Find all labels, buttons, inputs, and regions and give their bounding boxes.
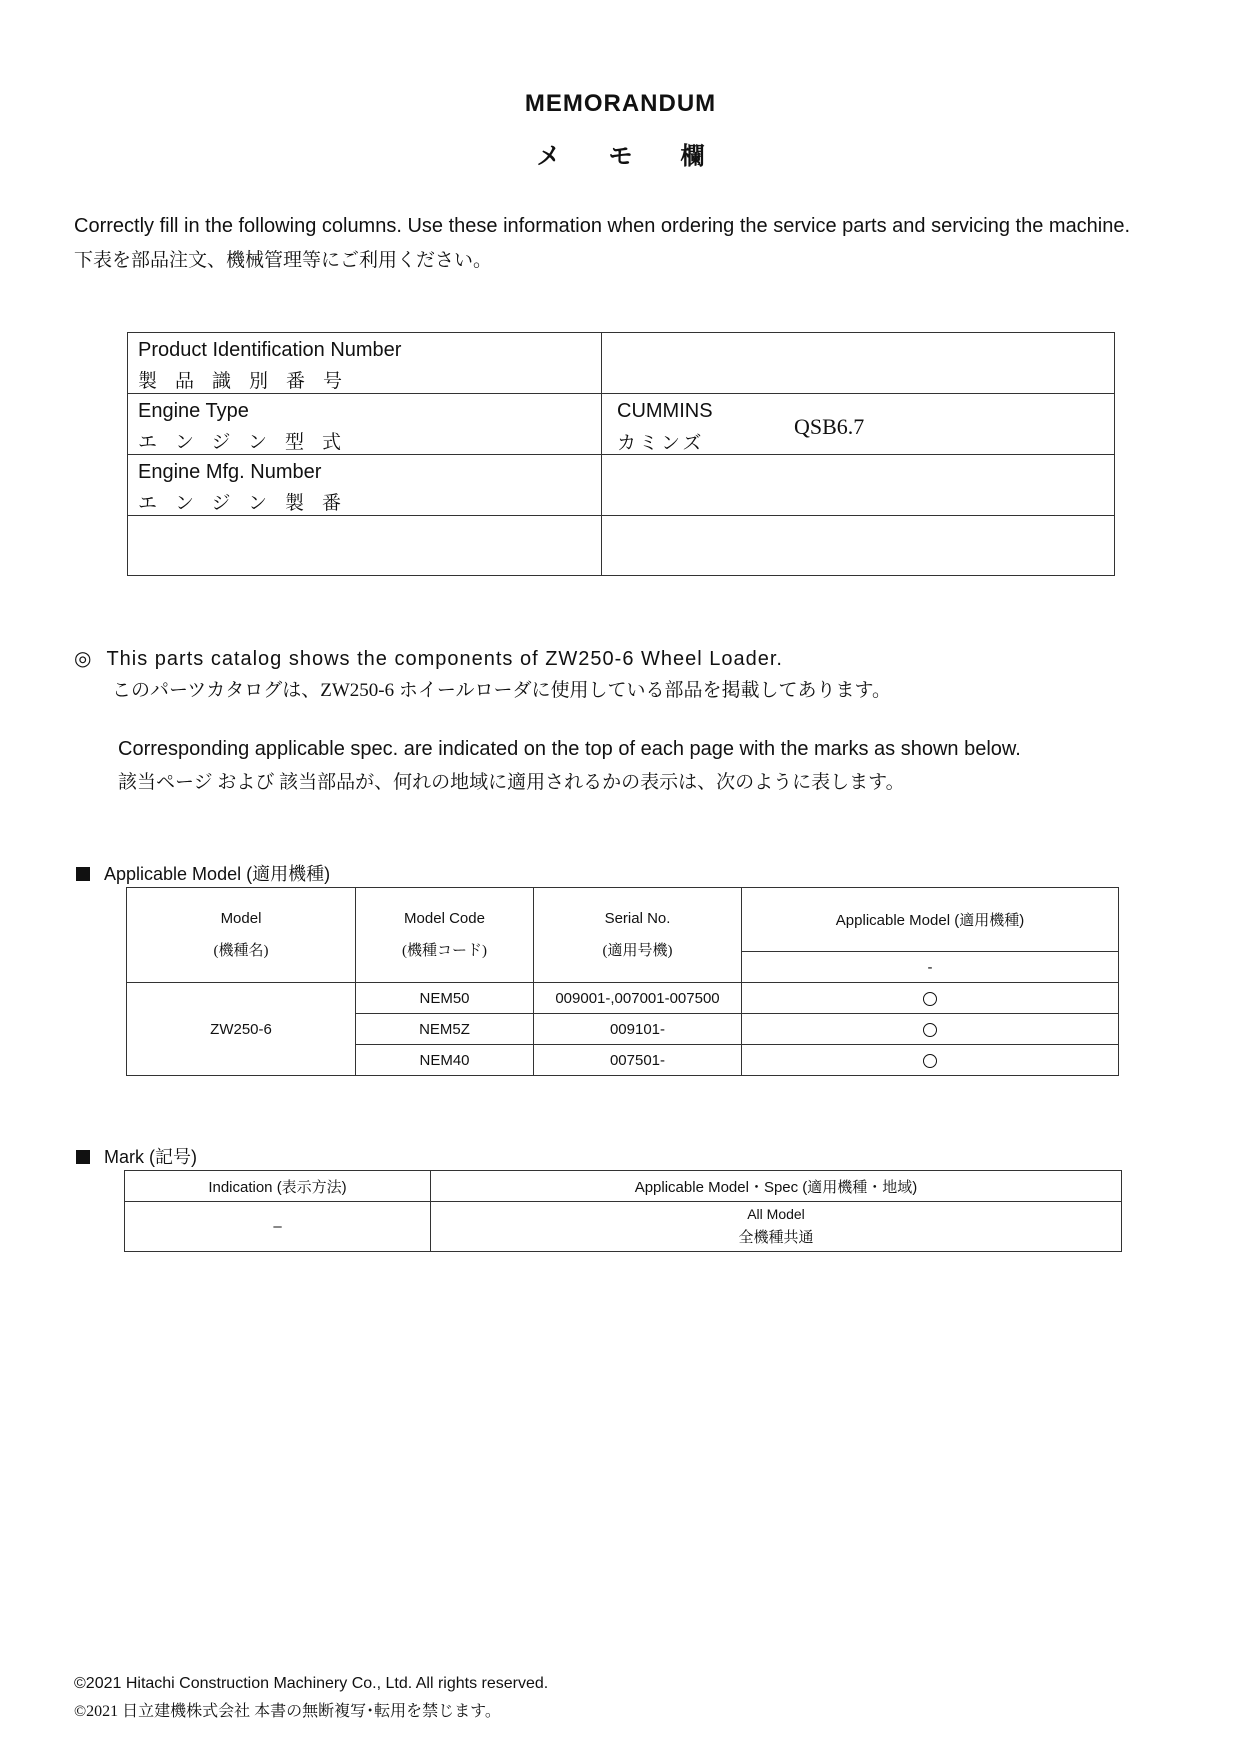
spec-text-jp: 全機種共通	[738, 1229, 814, 1246]
indication-header: Indication (表示方法)	[125, 1171, 431, 1202]
applicable-circle-icon	[923, 1054, 937, 1068]
code-header	[356, 888, 534, 983]
page-title-jp: メモ欄	[536, 143, 753, 170]
catalog-note-jp: このパーツカタログは、ZW250-6 ホイールローダに使用している部品を掲載してあります。	[112, 680, 891, 701]
header-row	[125, 1171, 1122, 1202]
spec-text: All Model	[747, 1206, 805, 1222]
memo-blank-field[interactable]	[602, 516, 1115, 576]
serial-header	[534, 888, 742, 983]
model-header-label-jp: (機種名)	[213, 943, 269, 959]
serial-header-label-jp: (適用号機)	[602, 943, 673, 959]
memo-table	[127, 332, 1115, 576]
header-row	[127, 888, 1119, 952]
model-header	[127, 888, 356, 983]
memo-label-jp: 製品識別番号	[138, 371, 361, 392]
model-code-cell: NEM40	[356, 1045, 534, 1076]
applicable-cell	[742, 1014, 1119, 1045]
model-code-cell: NEM5Z	[356, 1014, 534, 1045]
serial-header-label: Serial No.	[604, 910, 671, 927]
memo-label-cell	[128, 394, 602, 455]
page-title: MEMORANDUM	[524, 90, 717, 117]
model-name-cell: ZW250-6	[127, 983, 356, 1076]
spec-note-jp: 該当ページ および 該当部品が、何れの地域に適用されるかの表示は、次のように表します。	[118, 772, 905, 793]
catalog-note	[74, 646, 783, 671]
memo-row	[128, 455, 1115, 516]
engine-type-value: QSB6.7	[794, 414, 865, 439]
memo-label-jp: エンジン型式	[138, 432, 360, 453]
indication-cell: –	[125, 1202, 431, 1252]
engine-type-field[interactable]	[602, 394, 1115, 455]
serial-cell: 007501-	[534, 1045, 742, 1076]
applicable-model-heading	[76, 860, 330, 886]
memo-row	[128, 516, 1115, 576]
engine-mfg-number-field[interactable]	[602, 455, 1115, 516]
catalog-note-text: This parts catalog shows the components of ZW250-6 Wheel Loader.	[106, 648, 783, 670]
applicable-model-heading-text: Applicable Model (適用機種)	[104, 864, 331, 884]
serial-cell: 009101-	[534, 1014, 742, 1045]
applicable-subheader: -	[742, 952, 1119, 983]
memo-row	[128, 333, 1115, 394]
table-row	[125, 1202, 1122, 1252]
mark-heading	[76, 1143, 197, 1169]
code-header-label: Model Code	[404, 910, 485, 927]
table-row	[127, 983, 1119, 1014]
mark-table	[124, 1170, 1122, 1252]
memo-label: Product Identification Number	[138, 339, 402, 361]
applicable-cell	[742, 1045, 1119, 1076]
memo-row	[128, 394, 1115, 455]
spec-header: Applicable Model・Spec (適用機種・地域)	[431, 1171, 1122, 1202]
applicable-model-table	[126, 887, 1119, 1076]
spec-note: Corresponding applicable spec. are indicated on the top of each page with the marks as shown below.	[118, 738, 1021, 760]
copyright-jp: ©2021 日立建機株式会社 本書の無断複写･転用を禁じます。	[74, 1703, 501, 1720]
memo-label-jp: エンジン製番	[138, 493, 360, 514]
engine-maker: CUMMINS	[617, 400, 713, 422]
serial-cell: 009001-,007001-007500	[534, 983, 742, 1014]
square-bullet-icon	[76, 1150, 90, 1164]
applicable-header: Applicable Model (適用機種)	[742, 888, 1119, 952]
copyright: ©2021 Hitachi Construction Machinery Co., Ltd. All rights reserved.	[74, 1675, 549, 1692]
code-header-label-jp: (機種コード)	[402, 943, 487, 959]
product-id-field[interactable]	[602, 333, 1115, 394]
double-circle-icon: ◎	[74, 648, 93, 670]
memo-label: Engine Type	[138, 400, 249, 422]
memo-label-cell	[128, 455, 602, 516]
memo-blank-label-cell[interactable]	[128, 516, 602, 576]
memo-label: Engine Mfg. Number	[138, 461, 322, 483]
applicable-circle-icon	[923, 1023, 937, 1037]
applicable-circle-icon	[923, 992, 937, 1006]
memo-label-cell	[128, 333, 602, 394]
square-bullet-icon	[76, 867, 90, 881]
intro-text: Correctly fill in the following columns. Use these information when ordering the service parts and servicing the machine.	[74, 215, 1131, 237]
spec-cell	[431, 1202, 1122, 1252]
model-code-cell: NEM50	[356, 983, 534, 1014]
mark-heading-text: Mark (記号)	[104, 1147, 197, 1167]
model-header-label: Model	[220, 910, 262, 927]
engine-maker-jp: カミンズ	[617, 433, 705, 454]
intro-text-jp: 下表を部品注文、機械管理等にご利用ください。	[74, 250, 493, 271]
applicable-cell	[742, 983, 1119, 1014]
